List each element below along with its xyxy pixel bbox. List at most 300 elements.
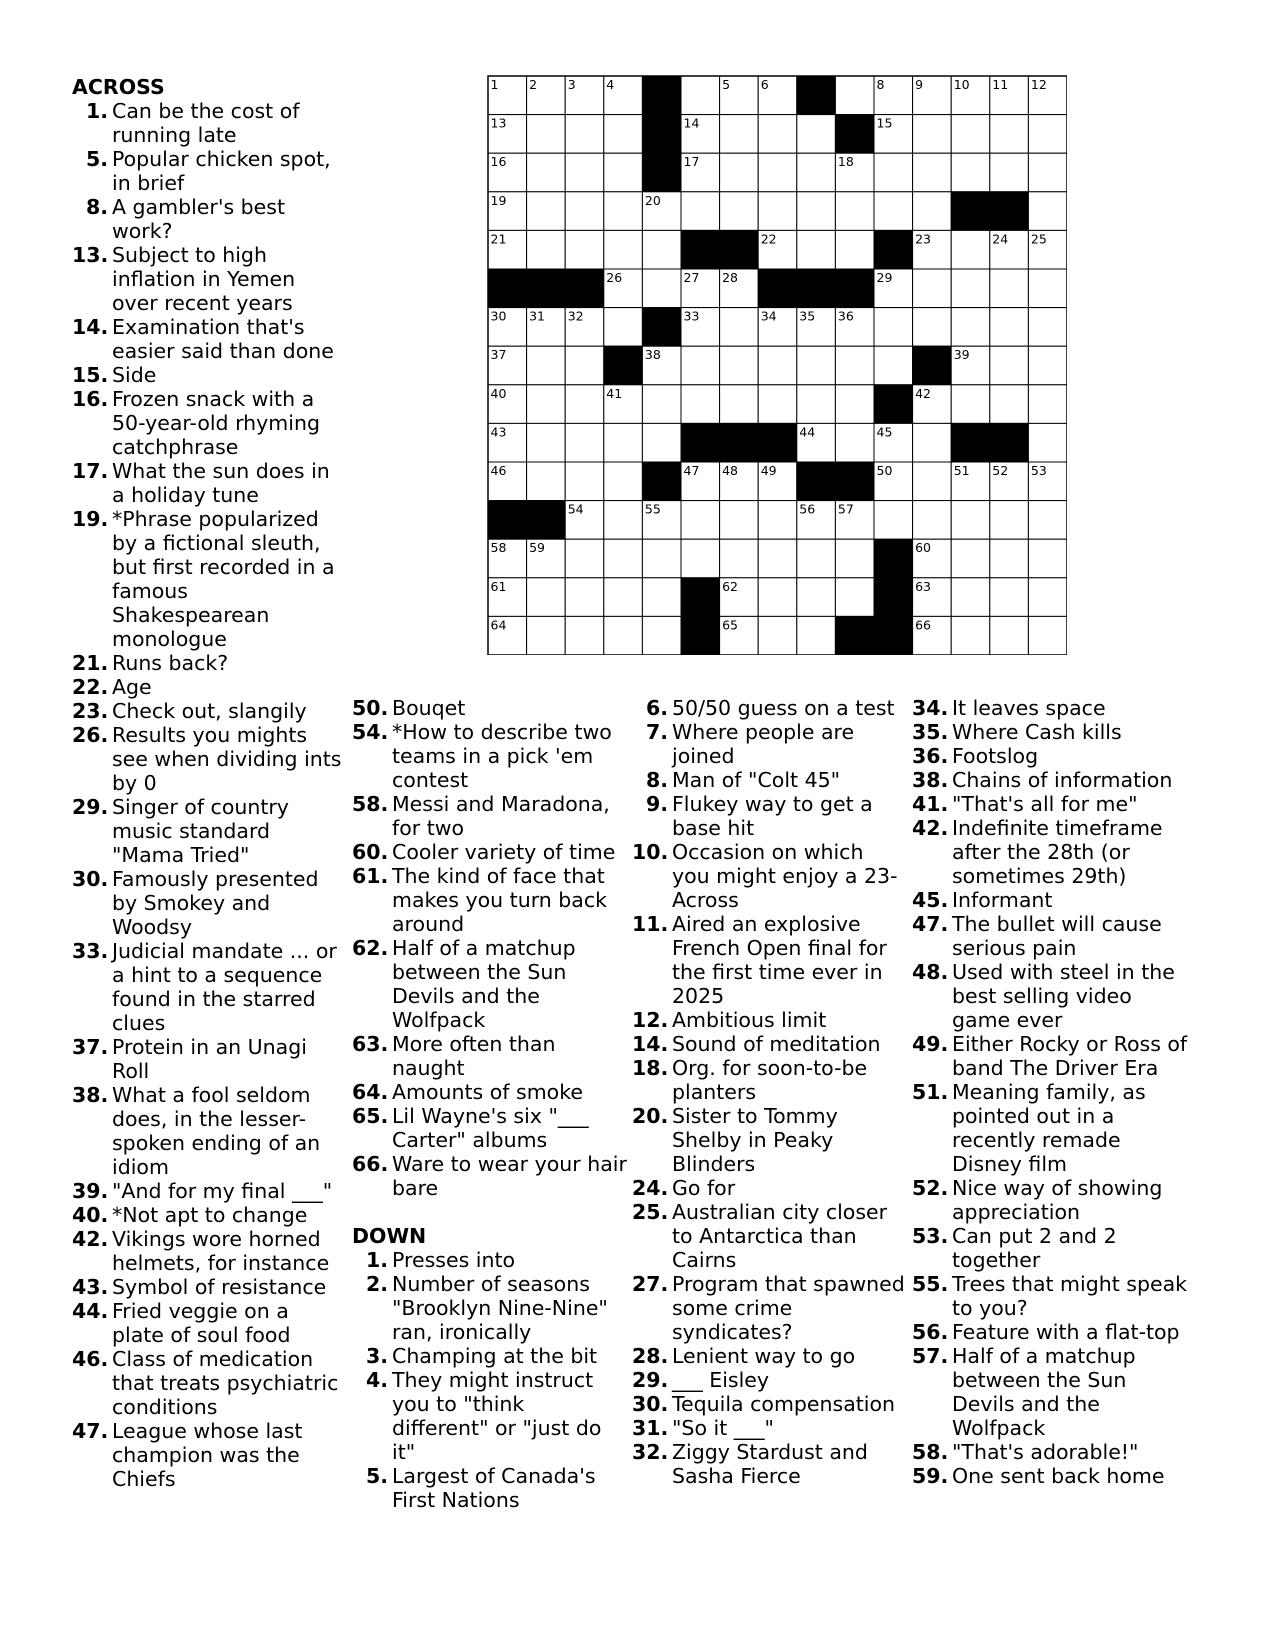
grid-cell[interactable] (990, 269, 1029, 308)
clue-text: Used with steel in the best selling video game ever (952, 960, 1175, 1032)
grid-cell[interactable] (874, 192, 913, 231)
grid-cell[interactable] (604, 501, 643, 540)
clue-text: Where Cash kills (952, 720, 1122, 744)
clue-number: 58. (352, 792, 389, 816)
grid-cell[interactable] (642, 616, 681, 655)
cell-number: 59 (529, 540, 546, 556)
grid-cell[interactable] (951, 578, 990, 617)
clue-item (352, 1152, 627, 1200)
black-square (835, 269, 874, 308)
clue-number: 37. (72, 1035, 109, 1059)
cell-number: 44 (799, 424, 816, 440)
clue-item (912, 1440, 1192, 1464)
clue-number: 35. (912, 720, 949, 744)
clue-number: 31. (632, 1416, 669, 1440)
grid-cell[interactable] (835, 578, 874, 617)
grid-cell[interactable] (990, 346, 1029, 385)
grid-cell[interactable] (913, 462, 952, 501)
grid-cell[interactable] (604, 616, 643, 655)
grid-cell[interactable] (720, 115, 759, 154)
clue-item (352, 1104, 627, 1152)
grid-cell[interactable] (565, 192, 604, 231)
grid-cell[interactable] (874, 308, 913, 347)
clue-number: 60. (352, 840, 389, 864)
clue-item (912, 888, 1192, 912)
grid-cell[interactable] (720, 153, 759, 192)
clue-number: 38. (72, 1083, 109, 1107)
grid-cell[interactable] (874, 346, 913, 385)
cell-number: 12 (1030, 77, 1047, 92)
clue-column-across-down (352, 696, 627, 1512)
grid-cell[interactable] (913, 269, 952, 308)
grid-cell[interactable] (642, 539, 681, 578)
clue-number: 40. (72, 1203, 109, 1227)
grid-cell[interactable] (951, 153, 990, 192)
clue-number: 52. (912, 1176, 949, 1200)
clue-text: League whose last champion was the Chiefs (112, 1419, 303, 1491)
clue-number: 36. (912, 744, 949, 768)
grid-cell[interactable] (797, 539, 836, 578)
grid-cell[interactable] (720, 385, 759, 424)
cell-number: 5 (722, 77, 731, 92)
clue-number: 6. (645, 696, 668, 720)
cell-number: 35 (799, 308, 816, 324)
grid-cell[interactable] (990, 115, 1029, 154)
clue-number: 9. (645, 792, 668, 816)
grid-cell[interactable] (642, 230, 681, 269)
grid-cell[interactable] (1028, 423, 1067, 462)
clue-item (352, 1368, 627, 1464)
grid-cell[interactable] (1028, 346, 1067, 385)
clue-number: 14. (632, 1032, 669, 1056)
grid-cell[interactable] (797, 153, 836, 192)
clue-item (632, 1176, 907, 1200)
grid-cell[interactable] (990, 501, 1029, 540)
grid-cell[interactable] (565, 230, 604, 269)
cell-number: 38 (644, 347, 661, 363)
clue-number: 16. (72, 387, 109, 411)
clue-item (912, 816, 1192, 888)
grid-cell[interactable] (527, 385, 566, 424)
cell-number: 50 (876, 463, 893, 478)
clue-number: 24. (632, 1176, 669, 1200)
clue-text: Amounts of smoke (392, 1080, 583, 1104)
clue-item (72, 1299, 342, 1347)
clue-item (632, 1392, 907, 1416)
clue-text: Presses into (392, 1248, 516, 1272)
grid-cell[interactable] (951, 269, 990, 308)
grid-cell[interactable] (835, 76, 874, 115)
grid-cell[interactable] (874, 501, 913, 540)
grid-cell[interactable] (835, 346, 874, 385)
clue-text: Check out, slangily (112, 699, 307, 723)
clue-item (632, 1344, 907, 1368)
clue-item (72, 1179, 342, 1203)
grid-cell[interactable] (1028, 578, 1067, 617)
grid-cell[interactable] (913, 115, 952, 154)
clue-number: 21. (72, 651, 109, 675)
clue-number: 38. (912, 768, 949, 792)
clue-number: 12. (632, 1008, 669, 1032)
grid-cell[interactable] (720, 192, 759, 231)
clue-number: 47. (912, 912, 949, 936)
grid-cell[interactable] (758, 153, 797, 192)
clue-number: 64. (352, 1080, 389, 1104)
clue-item (632, 912, 907, 1008)
clue-text: *Phrase popularized by a fictional sleuth, but first recorded in a famous Shakespearean monologue (112, 507, 335, 651)
cell-number: 17 (683, 154, 700, 170)
down-heading: DOWN (352, 1224, 427, 1248)
grid-cell[interactable] (1028, 539, 1067, 578)
grid-cell[interactable] (758, 385, 797, 424)
grid-cell[interactable] (720, 539, 759, 578)
clue-text: Feature with a flat-top (952, 1320, 1180, 1344)
grid-cell[interactable] (951, 385, 990, 424)
clue-number: 29. (632, 1368, 669, 1392)
clue-text: Where people are joined (672, 720, 855, 768)
cell-number: 58 (490, 540, 507, 556)
grid-cell[interactable] (604, 153, 643, 192)
grid-cell[interactable] (527, 192, 566, 231)
clue-text: Fried veggie on a plate of soul food (112, 1299, 291, 1347)
clue-number: 11. (632, 912, 669, 936)
black-square (951, 423, 990, 462)
clue-item (912, 1344, 1192, 1440)
grid-cell[interactable] (565, 423, 604, 462)
grid-cell[interactable] (797, 230, 836, 269)
grid-cell[interactable] (913, 153, 952, 192)
cell-number: 54 (567, 501, 584, 517)
clue-item (352, 840, 627, 864)
clue-number: 56. (912, 1320, 949, 1344)
clue-text: Largest of Canada's First Nations (392, 1464, 596, 1512)
black-square (913, 346, 952, 385)
clue-number: 22. (72, 675, 109, 699)
grid-cell[interactable] (527, 346, 566, 385)
grid-cell[interactable] (681, 385, 720, 424)
grid-cell[interactable] (565, 385, 604, 424)
clue-text: 50/50 guess on a test (672, 696, 895, 720)
clue-item (72, 99, 342, 147)
grid-cell[interactable] (565, 115, 604, 154)
clue-item (352, 792, 627, 840)
clue-number: 15. (72, 363, 109, 387)
grid-cell[interactable] (604, 230, 643, 269)
clue-number: 1. (365, 1248, 388, 1272)
grid-cell[interactable] (758, 501, 797, 540)
grid-cell[interactable] (604, 539, 643, 578)
clue-item (72, 459, 342, 507)
clue-text: Chains of information (952, 768, 1173, 792)
grid-cell[interactable] (565, 578, 604, 617)
clue-item (912, 960, 1192, 1032)
black-square (681, 423, 720, 462)
clue-number: 55. (912, 1272, 949, 1296)
cell-number: 22 (760, 231, 777, 247)
clue-item (912, 768, 1192, 792)
clue-item (72, 1227, 342, 1275)
grid-cell[interactable] (720, 346, 759, 385)
cell-number: 34 (760, 308, 777, 324)
clue-text: Trees that might speak to you? (952, 1272, 1188, 1320)
grid-cell[interactable] (951, 308, 990, 347)
clue-item (72, 1275, 342, 1299)
grid-cell[interactable] (951, 230, 990, 269)
grid-cell[interactable] (758, 616, 797, 655)
cell-number: 11 (992, 77, 1009, 92)
cell-number: 30 (490, 308, 507, 324)
cell-number: 39 (953, 347, 970, 363)
clue-item (632, 768, 907, 792)
clue-item (72, 675, 342, 699)
grid-cell[interactable] (797, 616, 836, 655)
clue-text: Popular chicken spot, in brief (112, 147, 331, 195)
grid-cell[interactable] (1028, 385, 1067, 424)
grid-cell[interactable] (758, 346, 797, 385)
grid-cell[interactable] (720, 308, 759, 347)
cell-number: 51 (953, 463, 970, 478)
cell-number: 41 (606, 385, 623, 401)
grid-cell[interactable] (990, 385, 1029, 424)
black-square (990, 423, 1029, 462)
grid-cell[interactable] (835, 539, 874, 578)
grid-cell[interactable] (604, 578, 643, 617)
grid-cell[interactable] (642, 385, 681, 424)
clue-number: 51. (912, 1080, 949, 1104)
clue-text: Half of a matchup between the Sun Devils and the Wolfpack (392, 936, 576, 1032)
grid-cell[interactable] (913, 423, 952, 462)
clue-number: 49. (912, 1032, 949, 1056)
black-square (681, 578, 720, 617)
grid-cell[interactable] (951, 616, 990, 655)
clue-number: 48. (912, 960, 949, 984)
grid-cell[interactable] (797, 578, 836, 617)
black-square (874, 385, 913, 424)
grid-cell[interactable] (913, 192, 952, 231)
grid-cell[interactable] (1028, 501, 1067, 540)
grid-cell[interactable] (913, 308, 952, 347)
clue-text: The kind of face that makes you turn back around (392, 864, 607, 936)
grid-cell[interactable] (527, 153, 566, 192)
grid-cell[interactable] (1028, 616, 1067, 655)
grid-cell[interactable] (758, 539, 797, 578)
clue-number: 41. (912, 792, 949, 816)
grid-cell[interactable] (604, 115, 643, 154)
clue-text: Symbol of resistance (112, 1275, 327, 1299)
grid-cell[interactable] (797, 192, 836, 231)
clue-text: Lenient way to go (672, 1344, 856, 1368)
clue-number: 61. (352, 864, 389, 888)
grid-cell[interactable] (527, 578, 566, 617)
grid-cell[interactable] (1028, 115, 1067, 154)
clue-item (352, 1032, 627, 1080)
grid-cell[interactable] (835, 230, 874, 269)
clue-text: ___ Eisley (672, 1368, 770, 1392)
clue-text: Program that spawned some crime syndicates? (672, 1272, 905, 1344)
clue-text: It leaves space (952, 696, 1106, 720)
clue-column-down-continued (912, 696, 1192, 1488)
cell-number: 48 (722, 463, 739, 478)
clue-number: 7. (645, 720, 668, 744)
black-square (604, 346, 643, 385)
grid-cell[interactable] (874, 153, 913, 192)
clue-text: The bullet will cause serious pain (952, 912, 1162, 960)
clue-item (352, 1272, 627, 1344)
clue-item (632, 1056, 907, 1104)
grid-cell[interactable] (1028, 308, 1067, 347)
grid-cell[interactable] (565, 346, 604, 385)
cell-number: 61 (490, 578, 507, 594)
cell-number: 18 (837, 154, 854, 170)
grid-cell[interactable] (758, 115, 797, 154)
clue-item (632, 1416, 907, 1440)
grid-cell[interactable] (604, 423, 643, 462)
clue-item (72, 1419, 342, 1491)
clue-item (352, 1248, 627, 1272)
black-square (642, 462, 681, 501)
clue-text: "And for my final ___" (112, 1179, 333, 1203)
clue-number: 50. (352, 696, 389, 720)
clue-text: Either Rocky or Ross of band The Driver Era (952, 1032, 1188, 1080)
grid-cell[interactable] (951, 539, 990, 578)
clue-number: 26. (72, 723, 109, 747)
clue-text: Ware to wear your hair bare (392, 1152, 627, 1200)
clue-text: Ambitious limit (672, 1008, 827, 1032)
clue-item (912, 1464, 1192, 1488)
black-square (527, 269, 566, 308)
clue-item (72, 507, 342, 651)
grid-cell[interactable] (642, 423, 681, 462)
grid-cell[interactable] (565, 616, 604, 655)
grid-cell[interactable] (681, 539, 720, 578)
grid-cell[interactable] (642, 269, 681, 308)
grid-cell[interactable] (604, 462, 643, 501)
grid-cell[interactable] (565, 153, 604, 192)
clue-text: "That's all for me" (952, 792, 1138, 816)
clue-text: Nice way of showing appreciation (952, 1176, 1163, 1224)
clue-number: 33. (72, 939, 109, 963)
black-square (874, 616, 913, 655)
grid-cell[interactable] (797, 115, 836, 154)
clue-item (912, 1080, 1192, 1176)
grid-cell[interactable] (681, 346, 720, 385)
clue-text: Sound of meditation (672, 1032, 881, 1056)
black-square (797, 462, 836, 501)
grid-cell[interactable] (604, 192, 643, 231)
clue-text: *Not apt to change (112, 1203, 308, 1227)
grid-cell[interactable] (990, 578, 1029, 617)
clue-text: Champing at the bit (392, 1344, 598, 1368)
clue-number: 62. (352, 936, 389, 960)
clue-item (72, 795, 342, 867)
grid-cell[interactable] (990, 616, 1029, 655)
black-square (835, 115, 874, 154)
clue-item (912, 1032, 1192, 1080)
grid-cell[interactable] (681, 192, 720, 231)
grid-cell[interactable] (990, 153, 1029, 192)
grid-cell[interactable] (758, 192, 797, 231)
clue-text: Australian city closer to Antarctica than Cairns (672, 1200, 888, 1272)
black-square (835, 462, 874, 501)
clue-number: 10. (632, 840, 669, 864)
grid-cell[interactable] (720, 501, 759, 540)
clue-item (72, 867, 342, 939)
black-square (990, 192, 1029, 231)
clue-text: What the sun does in a holiday tune (112, 459, 330, 507)
clue-item (72, 939, 342, 1035)
cell-number: 33 (683, 308, 700, 324)
clue-number: 45. (912, 888, 949, 912)
clue-text: Sister to Tommy Shelby in Peaky Blinders (672, 1104, 838, 1176)
cell-number: 63 (915, 578, 932, 594)
grid-cell[interactable] (1028, 153, 1067, 192)
grid-cell[interactable] (797, 385, 836, 424)
clue-text: Cooler variety of time (392, 840, 616, 864)
clue-number: 57. (912, 1344, 949, 1368)
grid-cell[interactable] (565, 462, 604, 501)
clue-number: 32. (632, 1440, 669, 1464)
black-square (681, 616, 720, 655)
clue-text: More often than naught (392, 1032, 556, 1080)
grid-cell[interactable] (951, 501, 990, 540)
cell-number: 26 (606, 270, 623, 285)
clue-number: 5. (85, 147, 108, 171)
clue-text: Age (112, 675, 152, 699)
clue-text: Vikings wore horned helmets, for instance (112, 1227, 330, 1275)
grid-cell[interactable] (835, 192, 874, 231)
grid-cell[interactable] (527, 230, 566, 269)
clue-text: Aired an explosive French Open final for the first time ever in 2025 (672, 912, 887, 1008)
grid-cell[interactable] (527, 115, 566, 154)
grid-cell[interactable] (990, 308, 1029, 347)
clue-text: Runs back? (112, 651, 229, 675)
crossword-grid[interactable] (487, 75, 1067, 655)
cell-number: 14 (683, 115, 700, 131)
clue-text: Side (112, 363, 157, 387)
black-square (874, 230, 913, 269)
clue-item (72, 243, 342, 315)
cell-number: 46 (490, 463, 507, 478)
grid-cell[interactable] (527, 423, 566, 462)
grid-cell[interactable] (681, 76, 720, 115)
clue-text: Singer of country music standard "Mama Tried" (112, 795, 289, 867)
cell-number: 53 (1030, 463, 1047, 478)
grid-cell[interactable] (835, 385, 874, 424)
grid-cell[interactable] (1028, 269, 1067, 308)
clue-item (632, 1200, 907, 1272)
clue-item (912, 1272, 1192, 1320)
clue-item (352, 936, 627, 1032)
clue-number: 42. (72, 1227, 109, 1251)
black-square (951, 192, 990, 231)
grid-cell[interactable] (565, 539, 604, 578)
grid-cell[interactable] (951, 115, 990, 154)
grid-cell[interactable] (990, 539, 1029, 578)
grid-cell[interactable] (758, 578, 797, 617)
grid-cell[interactable] (681, 501, 720, 540)
black-square (720, 423, 759, 462)
grid-cell[interactable] (1028, 192, 1067, 231)
grid-cell[interactable] (913, 501, 952, 540)
grid-cell[interactable] (642, 578, 681, 617)
grid-cell[interactable] (527, 462, 566, 501)
grid-cell[interactable] (797, 346, 836, 385)
grid-cell[interactable] (527, 616, 566, 655)
clue-item (72, 1083, 342, 1179)
grid-cell[interactable] (604, 308, 643, 347)
grid-cell[interactable] (835, 423, 874, 462)
clue-text: Class of medication that treats psychiatric conditions (112, 1347, 339, 1419)
